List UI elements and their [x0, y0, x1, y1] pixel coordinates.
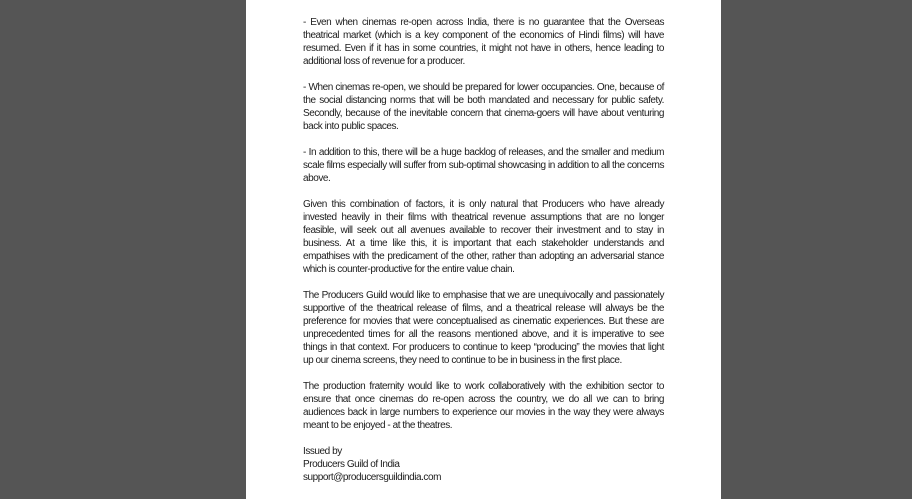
body-paragraph: Given this combination of factors, it is only natural that Producers who have already invested heavily in their films with theatrical revenue assumptions that are no longer feasible, will seek out all avenues available to recover their investment and to stay in business. At a time like this, it is important that each stakeholder understands and empathises with the predicament of the other, rather than adopting an adversarial stance which is counter-productive for the entire value chain.	[303, 199, 664, 275]
organization-name: Producers Guild of India	[303, 459, 400, 470]
body-paragraph: - In addition to this, there will be a huge backlog of releases, and the smaller and medium scale films especially will suffer from sub-optimal showcasing in addition to all the concerns above.	[303, 147, 664, 184]
page-content	[246, 0, 721, 499]
issued-by-label: Issued by	[303, 446, 342, 457]
signature-block	[303, 445, 664, 484]
body-paragraph: - Even when cinemas re-open across India, there is no guarantee that the Overseas theatrical market (which is a key component of the economics of Hindi films) will have resumed. Even if it has in some countries, it might not have in others, hence leading to additional loss of revenue for a producer.	[303, 17, 664, 67]
body-paragraph: The Producers Guild would like to emphasise that we are unequivocally and passionately supportive of the theatrical release of films, and a theatrical release will always be the preference for movies that were conceptualised as cinematic experiences. But these are unprecedented times for all the reasons mentioned above, and it is imperative to see things in that context. For producers to continue to keep “producing” the movies that light up our cinema screens, they need to continue to be in business in the first place.	[303, 290, 664, 366]
body-paragraph: The production fraternity would like to work collaboratively with the exhibition sector to ensure that once cinemas do re-open across the country, we do all we can to bring audiences back in large numbers to experience our movies in the way they were always meant to be enjoyed - at the theatres.	[303, 381, 664, 431]
body-paragraph: - When cinemas re-open, we should be prepared for lower occupancies. One, because of the social distancing norms that will be both mandated and necessary for public safety. Secondly, because of the inevitable concern that cinema-goers will have about venturing back into public spaces.	[303, 82, 664, 132]
contact-email: support@producersguildindia.com	[303, 472, 441, 483]
body-paragraphs	[303, 16, 664, 432]
document-page	[246, 0, 721, 499]
